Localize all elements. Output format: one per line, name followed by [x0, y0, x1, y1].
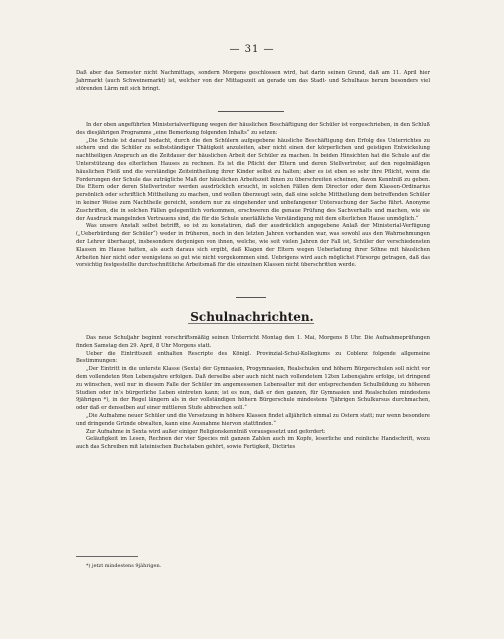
- ministerial-paragraph: In der oben angeführten Ministerialverfügung wegen der häuslichen Beschäftigung der Schüler ist vorgeschrieben, in den Schluß des diesjährigen Programms „eine Bemerkung folgenden Inhalts“ zu setzen:: [76, 122, 430, 136]
- intro-paragraph: Daß aber das Semester nicht Nachmittags, sondern Morgens geschlossen wird, hat darin seinen Grund, daß am 11. April hier Jahrmarkt (auch Schweinemarkt) ist, welcher von der Mittagszeit an gerade um das Stadt- und Schulhaus herum besonders viel störenden Lärm mit sich bringt.: [76, 70, 430, 92]
- heading-underline: [188, 323, 314, 324]
- school-paragraph: Ueber die Eintrittszeit enthalten Rescripte des Königl. Provinzial-Schul-Kollegiums zu Coblenz folgende allgemeine Bestimmungen:: [76, 350, 430, 365]
- page-number: — 31 —: [229, 44, 275, 55]
- school-news-section: [76, 335, 430, 452]
- school-paragraph: Zur Aufnahme in Sexta wird außer einiger Religionskenntniß vorausgesetzt und gefordert:: [86, 428, 326, 435]
- separator-rule-1: [218, 111, 284, 112]
- school-quote: „Der Eintritt in die unterste Klasse (Sexta) der Gymnasien, Progymnasien, Realschulen und höhern Bürgerschulen soll nicht vor dem vollendeten 9ten Lebensjahre erfolgen. Daß derselbe aber auch nicht nach vollendetem 12ten Lebensjahre erfolge, ist dringend zu wünschen, weil nur in diesem Falle der Schüler im angemessenen Lebensalter mit der entsprechenden Schulbildung zu höheren Studien oder in’s bürgerliche Leben eintreten kann; ist es nun, daß er den ganzen, für Gymnasien und Realschulen mindestens 9jährigen *), in der Regel längern als in der vollständigen höhern Bürgerschule mindestens 7jährigen Schulkursus durchmachen, oder daß er denselben auf einer mittleren Stufe abbrechen soll.“: [76, 366, 430, 412]
- ministerial-section: [76, 122, 430, 270]
- school-quote: „Die Aufnahme neuer Schüler und die Versetzung in höhere Klassen findet alljährlich einmal zu Ostern statt; nur wenn besondere und dringende Gründe obwalten, kann eine Ausnahme hiervon stattfinden.“: [76, 412, 430, 427]
- separator-rule-2: [236, 297, 266, 298]
- ministerial-quote: „Die Schule ist darauf bedacht, durch die den Schülern aufgegebene häusliche Beschäftigung den Erfolg des Unterrichtes zu sichern und die Schüler zu selbstständiger Thätigkeit anzuleiten, aber nicht einen der körperlichen und geistigen Entwickelung nachtheiligen Anspruch an die Zeitdauer der häuslichen Arbeit der Schüler zu machen. In beiden Hinsichten hat die Schule auf die Unterstützung des elterlichen Hauses zu rechnen. Es ist die Pflicht der Eltern und deren Stellvertreter, auf den regelmäßigen häuslichen Fleiß und die verständige Zeiteintheilung ihrer Kinder selbst zu halten; aber es ist eben so sehr ihre Pflicht, wenn die Forderungen der Schule das zuträgliche Maß der häuslichen Arbeitszeit ihnen zu überschreiten scheinen, davon Kenntniß zu geben. Die Eltern oder deren Stellvertreter werden ausdrücklich ersucht, in solchen Fällen dem Director oder dem Klassen-Ordinarius persönlich oder schriftlich Mittheilung zu machen, und wollen überzeugt sein, daß eine solche Mittheilung dem betreffenden Schüler in keiner Weise zum Nachtheile gereicht, sondern nur zu eingehender und unbefangener Untersuchung der Sache führt. Anonyme Zuschriften, die in solchen Fällen gelegentlich vorkommen, erschweren die genaue Prüfung des Sachverhalts und machen, wie sie der Ausdruck mangelnden Vertrauens sind, die für die Schule unerläßliche Verständigung mit dem elterlichen Hause unmöglich.“: [76, 137, 430, 222]
- school-paragraph: Das neue Schuljahr beginnt vorschriftsmäßig seinen Unterricht Montag den 1. Mai, Morgens 8 Uhr. Die Aufnahmeprüfungen finden Samstag den 29. April, 8 Uhr Morgens statt.: [76, 335, 430, 349]
- footnote-rule: [76, 556, 138, 557]
- section-heading: Schulnachrichten.: [190, 310, 314, 324]
- school-paragraph: Geläufigkeit im Lesen, Rechnen der vier Species mit ganzen Zahlen auch im Kopfe, leserliche und reinliche Handschrift, wozu auch das Schreiben mit lateinischen Buchstaben gehört, sowie Fertigkeit, Dictirtes: [76, 436, 430, 451]
- ministerial-paragraph: Was unsere Anstalt selbst betrifft, so ist zu konstatiren, daß der ausdrücklich angegebene Anlaß der Ministerial-Verfügung („Ueberbürdung der Schüler“) weder in früheren, noch in den letzten Jahren vorhanden war, was sowohl aus den Wahrnehmungen der Lehrer überhaupt, insbesondere derjenigen von ihnen, welche, wie seit vielen Jahren der Fall ist, Schüler der verschiedensten Klassen im Hause hatten, als auch daraus sich ergibt, daß Klagen der Eltern wegen Ueberladung ihrer Söhne mit häuslichen Arbeiten hier nicht oder wenigstens so gut wie nicht vorgekommen sind. Uebrigens wird auch möglichst Fürsorge getragen, daß das vorsichtig festgestellte durchschnittliche Arbeitsmaß für die einzelnen Klassen nicht überschritten werde.: [76, 223, 430, 269]
- footnote: *) jetzt mindestens 9jährigen.: [86, 563, 162, 569]
- intro-paragraph-block: [76, 70, 430, 93]
